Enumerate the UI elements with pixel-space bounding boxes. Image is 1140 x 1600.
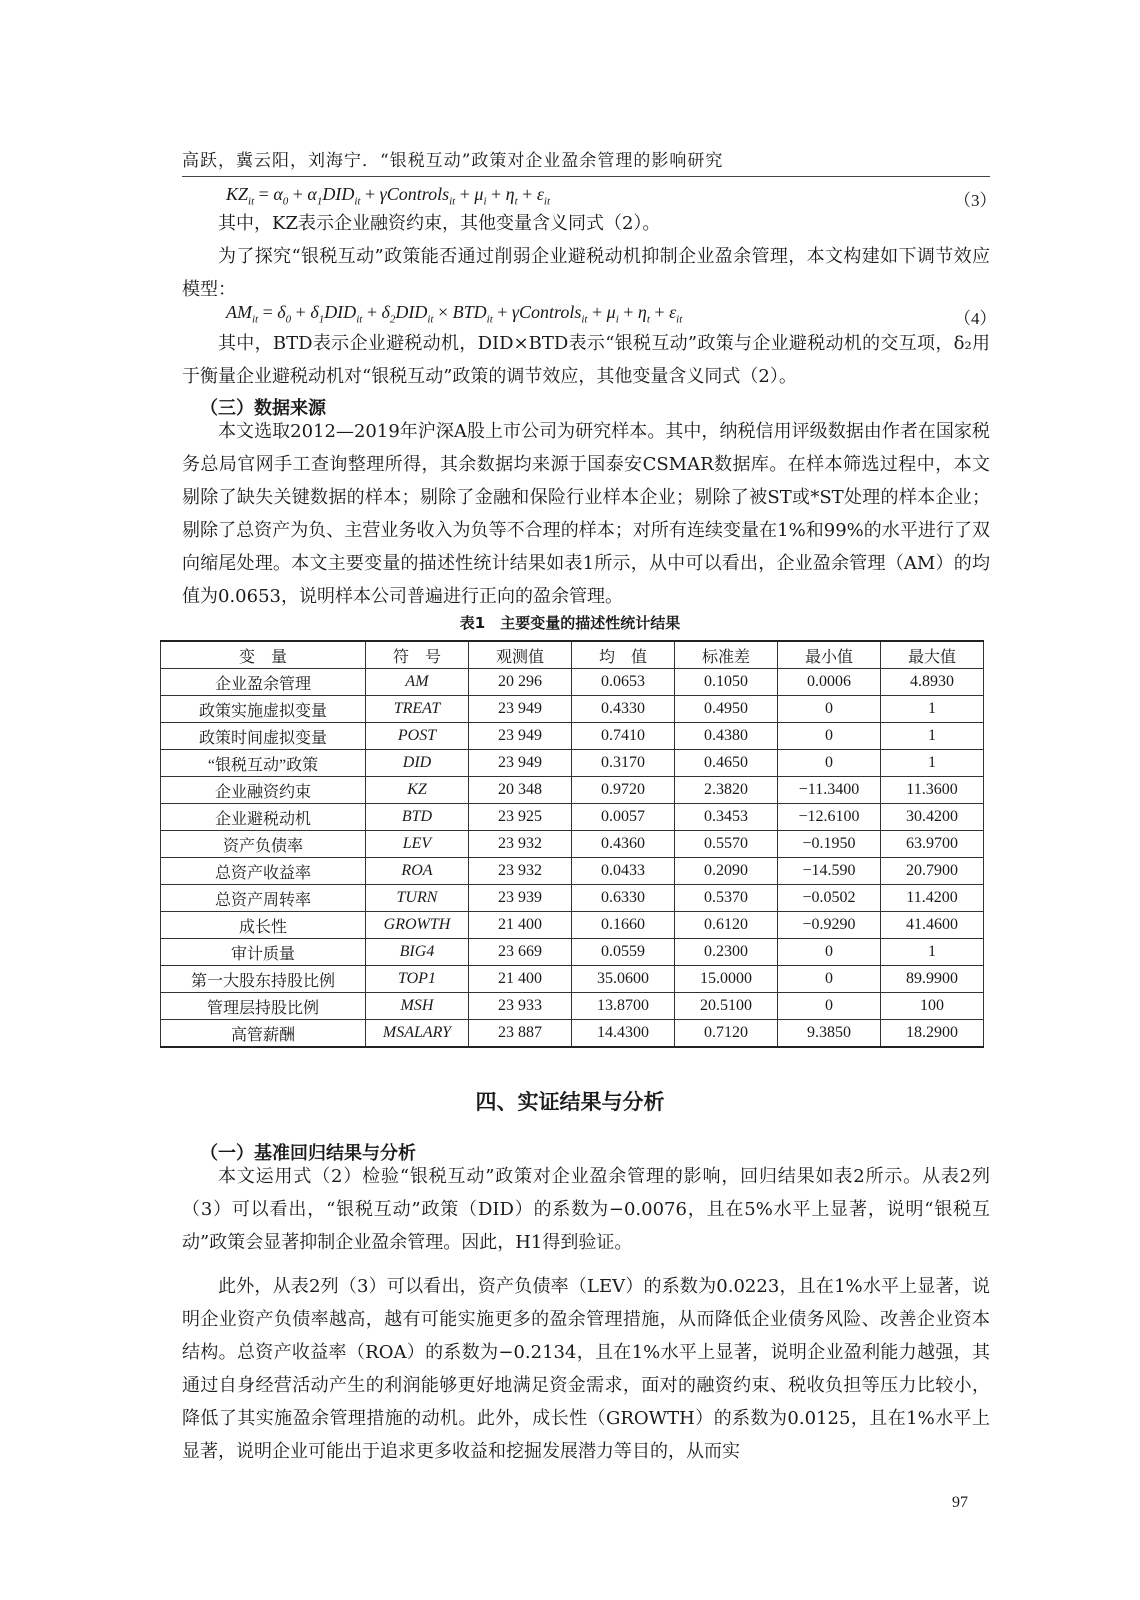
std-dev: 0.1050 — [674, 669, 777, 696]
table-row — [161, 750, 984, 777]
variable-name: 总资产周转率 — [161, 885, 366, 912]
max: 20.7900 — [880, 858, 983, 885]
max: 1 — [880, 939, 983, 966]
paragraph-eq4-note — [182, 327, 990, 393]
max: 100 — [880, 993, 983, 1020]
std-dev: 0.4380 — [674, 723, 777, 750]
mean: 0.4330 — [571, 696, 674, 723]
paragraph-model-intro — [182, 240, 990, 306]
equation-4: $AM_{it} = \delta_0 + \delta_1DID_{it} + \delta_2DID_{it} \times BTD_{it}$ + γControls$_{it}$ + $\mu_i + \eta_t + \varepsilon_{it}$ — [226, 302, 683, 326]
mean: 0.1660 — [571, 912, 674, 939]
equation-3-number: （3） — [954, 191, 997, 210]
observations: 20 296 — [468, 669, 571, 696]
paragraph-text: 本文选取2012—2019年沪深A股上市公司为研究样本。其中，纳税信用评级数据由作者在国家税务总局官网手工查询整理所得，其余数据均来源于国泰安CSMAR数据库。在样本筛选过程中，本文剔除了缺失关键数据的样本；剔除了金融和保险行业样本企业；剔除了被ST或*ST处理的样本企业；剔除了总资产为负、主营业务收入为负等不合理的样本；对所有连续变量在1%和99%的水平进行了双向缩尾处理。本文主要变量的描述性统计结果如表1所示，从中可以看出，企业盈余管理（AM）的均值为0.0653，说明样本公司普遍进行正向的盈余管理。 — [182, 421, 990, 607]
variable-symbol: LEV — [365, 831, 468, 858]
paragraph-text: 其中，KZ表示企业融资约束，其他变量含义同式（2）。 — [218, 213, 661, 234]
max: 1 — [880, 723, 983, 750]
table-row — [161, 1020, 984, 1048]
std-dev: 15.0000 — [674, 966, 777, 993]
min: 0 — [777, 939, 880, 966]
subheading-data-source: （三）数据来源 — [200, 398, 326, 419]
max: 89.9900 — [880, 966, 983, 993]
observations: 23 932 — [468, 858, 571, 885]
min: 0 — [777, 993, 880, 1020]
observations: 23 669 — [468, 939, 571, 966]
paragraph-eq3-note — [182, 207, 990, 240]
mean: 0.0433 — [571, 858, 674, 885]
min: −0.1950 — [777, 831, 880, 858]
std-dev: 0.2090 — [674, 858, 777, 885]
paragraph-data-source — [182, 415, 990, 613]
variable-name: 企业盈余管理 — [161, 669, 366, 696]
variable-symbol: TURN — [365, 885, 468, 912]
min: 9.3850 — [777, 1020, 880, 1048]
variable-symbol: DID — [365, 750, 468, 777]
mean: 0.0653 — [571, 669, 674, 696]
std-dev: 2.3820 — [674, 777, 777, 804]
column-header: 最大值 — [880, 641, 983, 669]
max: 11.3600 — [880, 777, 983, 804]
observations: 23 949 — [468, 723, 571, 750]
table-row — [161, 669, 984, 696]
paragraph-baseline-1 — [182, 1160, 990, 1259]
table-row — [161, 804, 984, 831]
variable-name: 企业融资约束 — [161, 777, 366, 804]
table-row — [161, 777, 984, 804]
paragraph-text: 本文运用式（2）检验“银税互动”政策对企业盈余管理的影响，回归结果如表2所示。从表2列（3）可以看出，“银税互动”政策（DID）的系数为−0.0076，且在5%水平上显著，说明“银税互动”政策会显著抑制企业盈余管理。因此，H1得到验证。 — [182, 1166, 990, 1253]
table-row — [161, 858, 984, 885]
std-dev: 0.3453 — [674, 804, 777, 831]
variable-name: “银税互动”政策 — [161, 750, 366, 777]
variable-symbol: MSALARY — [365, 1020, 468, 1048]
min: 0 — [777, 750, 880, 777]
column-header: 均 值 — [571, 641, 674, 669]
observations: 23 933 — [468, 993, 571, 1020]
variable-symbol: TREAT — [365, 696, 468, 723]
running-header: 高跃，冀云阳，刘海宁．“银税互动”政策对企业盈余管理的影响研究 — [182, 151, 724, 171]
column-header: 标准差 — [674, 641, 777, 669]
variable-symbol: ROA — [365, 858, 468, 885]
mean: 0.9720 — [571, 777, 674, 804]
variable-symbol: BIG4 — [365, 939, 468, 966]
max: 1 — [880, 750, 983, 777]
mean: 0.0559 — [571, 939, 674, 966]
variable-symbol: MSH — [365, 993, 468, 1020]
variable-name: 审计质量 — [161, 939, 366, 966]
observations: 23 887 — [468, 1020, 571, 1048]
mean: 0.7410 — [571, 723, 674, 750]
paragraph-text: 为了探究“银税互动”政策能否通过削弱企业避税动机抑制企业盈余管理，本文构建如下调节效应模型： — [182, 246, 990, 300]
std-dev: 0.6120 — [674, 912, 777, 939]
paragraph-text: 其中，BTD表示企业避税动机，DID×BTD表示“银税互动”政策与企业避税动机的交互项，δ₂用于衡量企业避税动机对“银税互动”政策的调节效应，其他变量含义同式（2）。 — [182, 333, 990, 387]
table-row — [161, 912, 984, 939]
subheading-baseline: （一）基准回归结果与分析 — [200, 1143, 416, 1164]
min: −0.9290 — [777, 912, 880, 939]
variable-name: 企业避税动机 — [161, 804, 366, 831]
variable-symbol: KZ — [365, 777, 468, 804]
header-rule — [182, 176, 990, 177]
mean: 14.4300 — [571, 1020, 674, 1048]
table-row — [161, 939, 984, 966]
variable-name: 第一大股东持股比例 — [161, 966, 366, 993]
table-row — [161, 696, 984, 723]
observations: 23 949 — [468, 750, 571, 777]
observations: 23 939 — [468, 885, 571, 912]
min: −11.3400 — [777, 777, 880, 804]
min: −14.590 — [777, 858, 880, 885]
section-title: 四、实证结果与分析 — [475, 1090, 665, 1114]
table-row — [161, 966, 984, 993]
table-row — [161, 831, 984, 858]
observations: 23 949 — [468, 696, 571, 723]
variable-name: 管理层持股比例 — [161, 993, 366, 1020]
variable-name: 成长性 — [161, 912, 366, 939]
column-header: 观测值 — [468, 641, 571, 669]
observations: 21 400 — [468, 966, 571, 993]
max: 63.9700 — [880, 831, 983, 858]
observations: 21 400 — [468, 912, 571, 939]
page-number: 97 — [952, 1494, 968, 1511]
column-header: 符 号 — [365, 641, 468, 669]
min: 0 — [777, 723, 880, 750]
table-caption: 表1 主要变量的描述性统计结果 — [459, 614, 681, 632]
variable-symbol: AM — [365, 669, 468, 696]
min: 0 — [777, 966, 880, 993]
max: 18.2900 — [880, 1020, 983, 1048]
variable-symbol: POST — [365, 723, 468, 750]
observations: 23 925 — [468, 804, 571, 831]
observations: 20 348 — [468, 777, 571, 804]
variable-name: 总资产收益率 — [161, 858, 366, 885]
mean: 35.0600 — [571, 966, 674, 993]
min: 0 — [777, 696, 880, 723]
max: 1 — [880, 696, 983, 723]
min: 0.0006 — [777, 669, 880, 696]
std-dev: 0.4650 — [674, 750, 777, 777]
min: −12.6100 — [777, 804, 880, 831]
mean: 0.3170 — [571, 750, 674, 777]
equation-3: $KZ_{it} = \alpha_0 + \alpha_1DID_{it}$ + γControls$_{it}$ + $\mu_i + \eta_t + \varepsilon_{it}$ — [226, 184, 551, 208]
variable-symbol: TOP1 — [365, 966, 468, 993]
variable-symbol: BTD — [365, 804, 468, 831]
std-dev: 0.4950 — [674, 696, 777, 723]
variable-name: 政策实施虚拟变量 — [161, 696, 366, 723]
descriptive-stats-table — [160, 640, 984, 1048]
max: 30.4200 — [880, 804, 983, 831]
mean: 0.6330 — [571, 885, 674, 912]
column-header: 变 量 — [161, 641, 366, 669]
column-header: 最小值 — [777, 641, 880, 669]
paragraph-text: 此外，从表2列（3）可以看出，资产负债率（LEV）的系数为0.0223，且在1%水平上显著，说明企业资产负债率越高，越有可能实施更多的盈余管理措施，从而降低企业债务风险、改善企业资本结构。总资产收益率（ROA）的系数为−0.2134，且在1%水平上显著，说明企业盈利能力越强，其通过自身经营活动产生的利润能够更好地满足资金需求，面对的融资约束、税收负担等压力比较小，降低了其实施盈余管理措施的动机。此外，成长性（GROWTH）的系数为0.0125，且在1%水平上显著，说明企业可能出于追求更多收益和挖掘发展潜力等目的，从而实 — [182, 1276, 990, 1462]
equation-4-number: （4） — [954, 309, 997, 328]
max: 4.8930 — [880, 669, 983, 696]
max: 41.4600 — [880, 912, 983, 939]
variable-name: 高管薪酬 — [161, 1020, 366, 1048]
mean: 0.0057 — [571, 804, 674, 831]
table-row — [161, 993, 984, 1020]
table-row — [161, 723, 984, 750]
std-dev: 0.5370 — [674, 885, 777, 912]
mean: 13.8700 — [571, 993, 674, 1020]
variable-symbol: GROWTH — [365, 912, 468, 939]
std-dev: 20.5100 — [674, 993, 777, 1020]
paragraph-baseline-2 — [182, 1270, 990, 1468]
std-dev: 0.5570 — [674, 831, 777, 858]
min: −0.0502 — [777, 885, 880, 912]
std-dev: 0.7120 — [674, 1020, 777, 1048]
table-header-row — [161, 641, 984, 669]
observations: 23 932 — [468, 831, 571, 858]
std-dev: 0.2300 — [674, 939, 777, 966]
table-row — [161, 885, 984, 912]
variable-name: 政策时间虚拟变量 — [161, 723, 366, 750]
max: 11.4200 — [880, 885, 983, 912]
mean: 0.4360 — [571, 831, 674, 858]
variable-name: 资产负债率 — [161, 831, 366, 858]
